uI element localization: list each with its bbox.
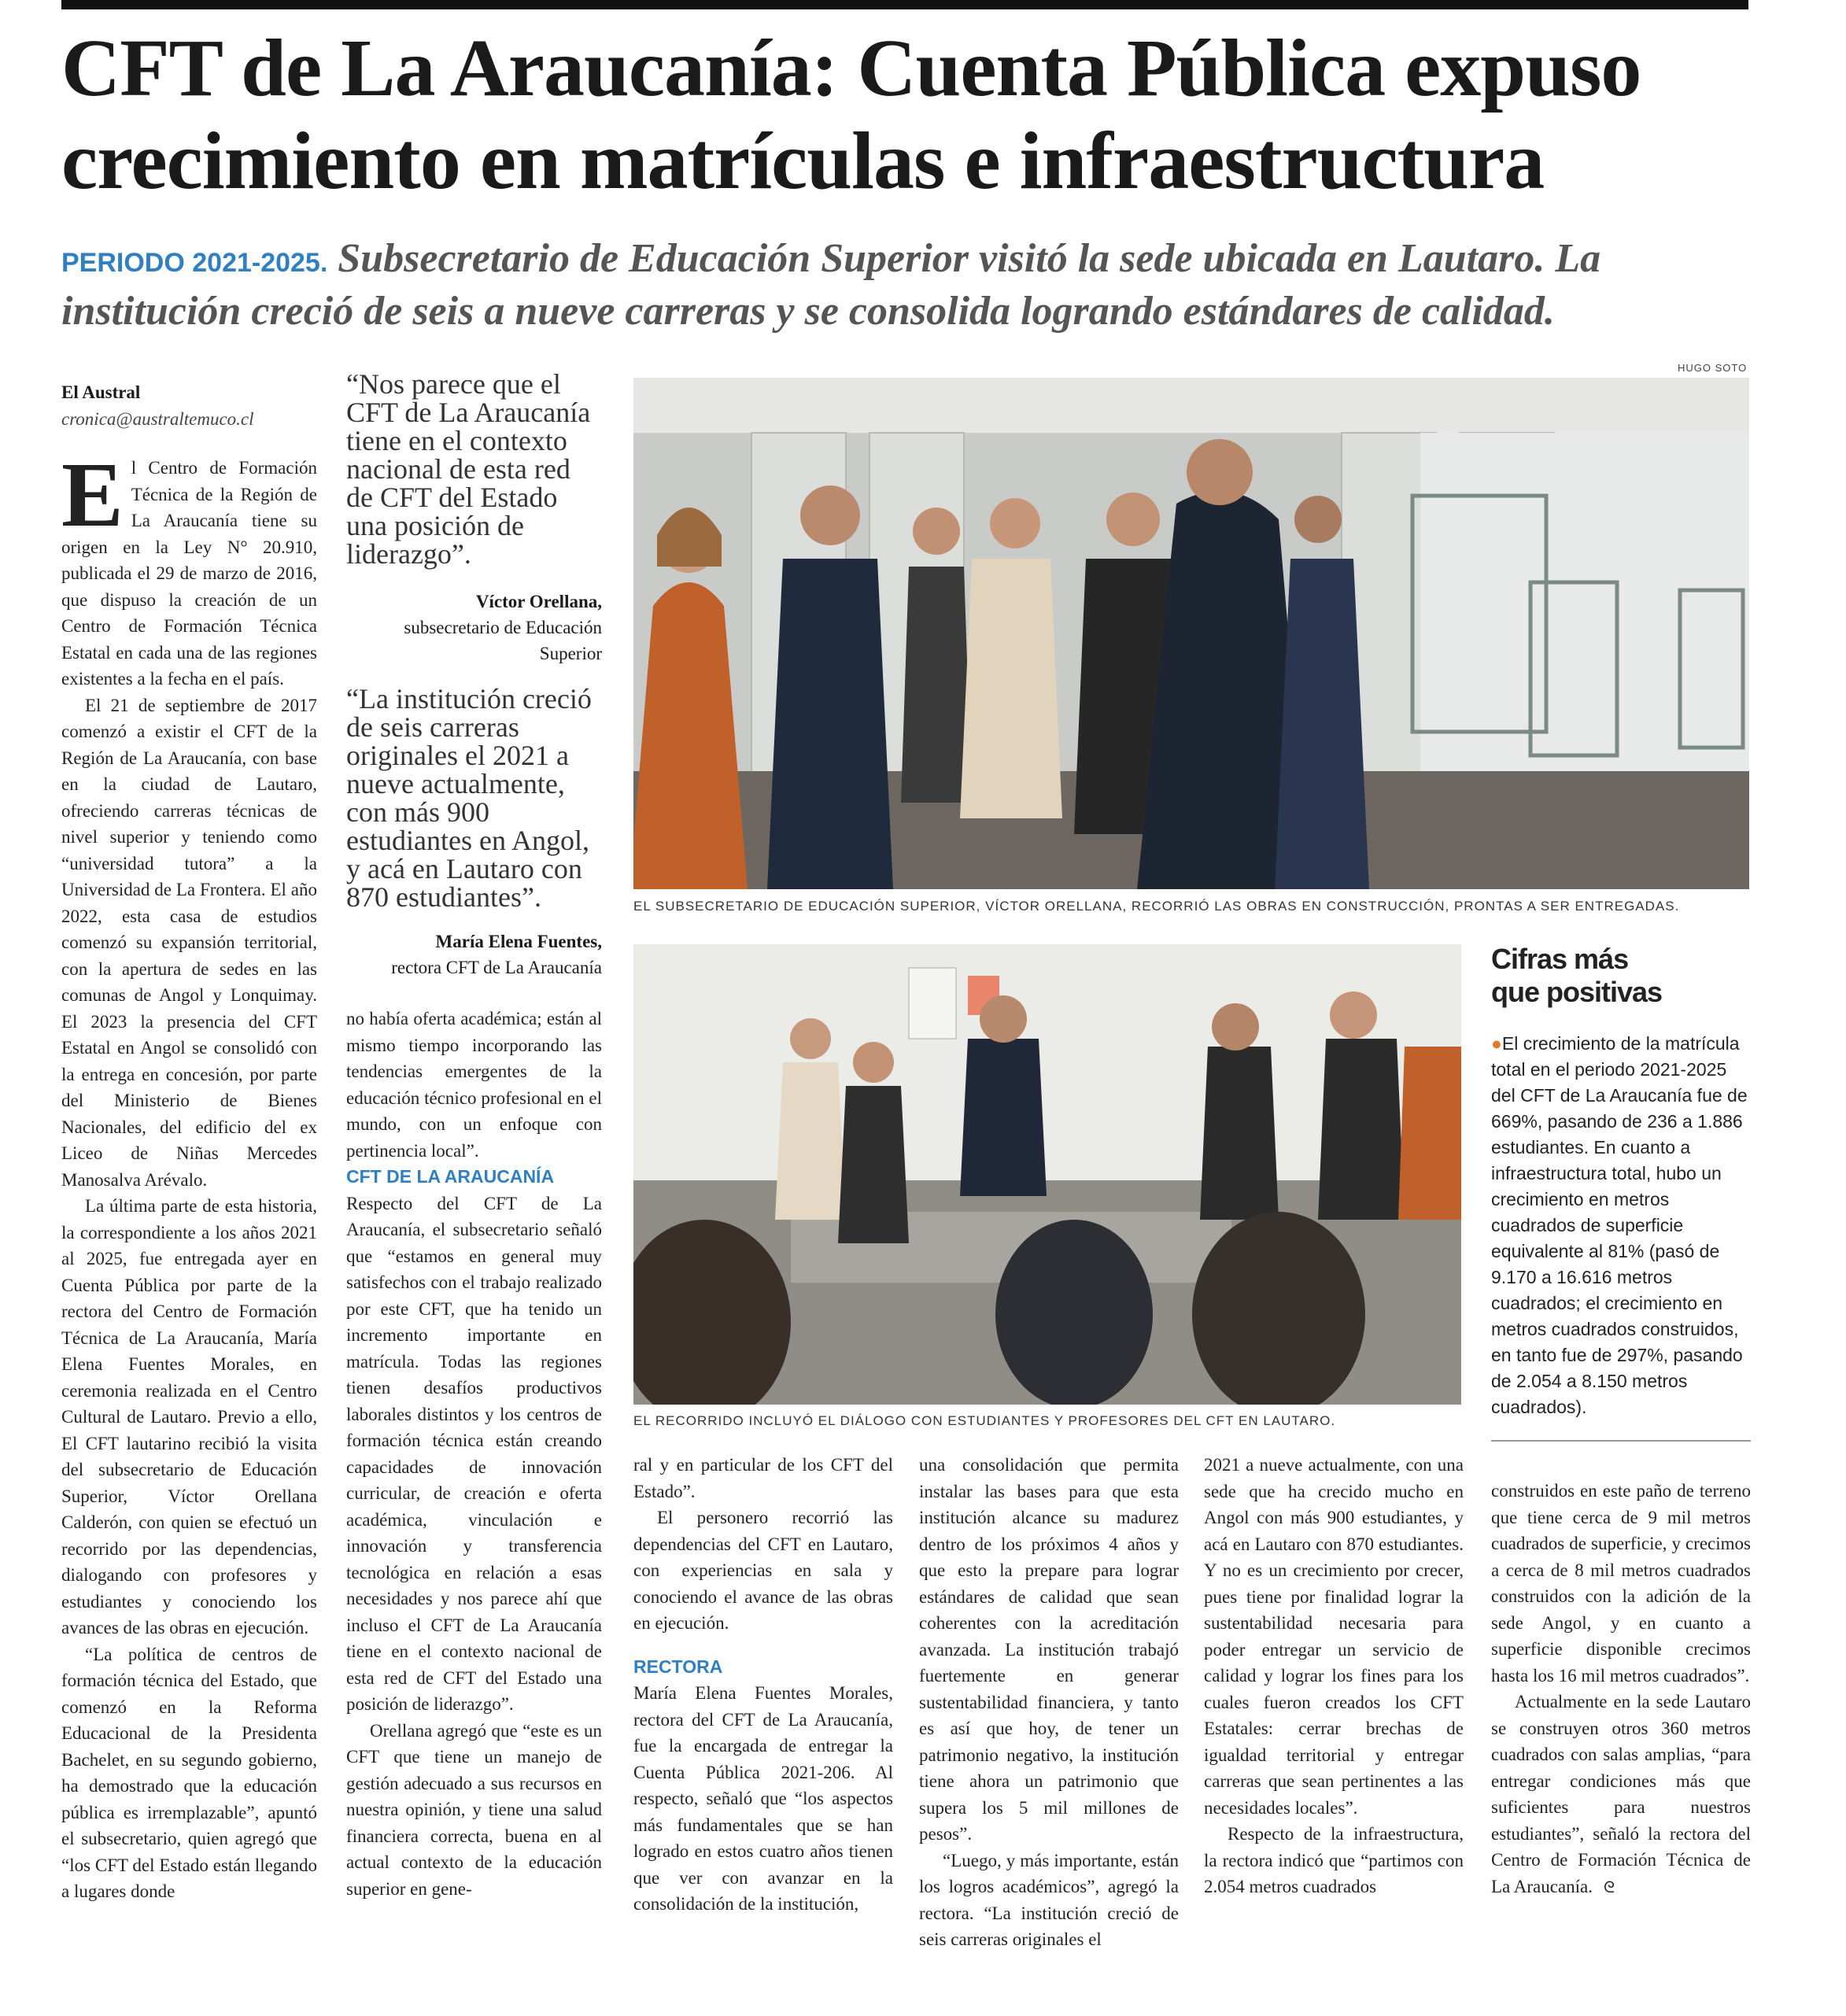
byline xyxy=(61,379,254,433)
article-column-1 xyxy=(61,443,317,1905)
paragraph: La última parte de esta historia, la correspondiente a los años 2021 al 2025, fue entregada ayer en Cuenta Pública por parte de la rectora del Centro de Formación Técnica de La Araucanía, María Elena Fuentes Morales, en ceremonia realizada en el Centro Cultural de Lautaro. Previo a ello, El CFT lautarino recibió la visita del subsecretario de Educación Superior, Víctor Orellana Calderón, con quien se efectuó un recorrido por las dependencias, dialogando con profesores y estudiantes y conociendo los avances de las obras en ejecución. xyxy=(61,1196,317,1638)
paragraph: no había oferta académica; están al mismo tiempo incorporando las tendencias emergentes de la educación técnico profesional en el mundo, con un enfoque con pertinencia local”. xyxy=(346,1009,602,1161)
pull-quote-2-attribution xyxy=(346,929,602,980)
paragraph: Actualmente en la sede Lautaro se construyen otros 360 metros cuadrados con salas amplias, “para entregar condiciones más que suficientes para nuestros estudiantes”, señaló la rectora del Centro de Formación Técnica de La Araucanía. ᘓ xyxy=(1491,1692,1751,1896)
photo-illustration xyxy=(633,378,1749,889)
article-column-2 xyxy=(346,1006,602,1902)
photo-1-caption: EL SUBSECRETARIO DE EDUCACIÓN SUPERIOR, VÍCTOR ORELLANA, RECORRIÓ LAS OBRAS EN CONSTRUCCIÓN, PRONTAS A SER ENTREGADAS. xyxy=(633,899,1680,914)
deck xyxy=(61,234,1761,336)
quote-author: Víctor Orellana, xyxy=(475,592,602,611)
quote-author-role: subsecretario de Educación Superior xyxy=(404,618,602,663)
paragraph: Orellana agregó que “este es un CFT que tiene un manejo de gestión adecuado a sus recursos en nuestra opinión, y tiene una salud financiera correcta, buena en al actual contexto de la educación superior en gene- xyxy=(346,1720,602,1899)
pull-quote-2: “La institución creció de seis carreras originales el 2021 a nueve actualmente, con más 900 estudiantes en Angol, y acá en Lautaro con 870 estudiantes”. xyxy=(346,683,592,913)
quote-author: María Elena Fuentes, xyxy=(435,932,602,951)
subhead-cft: CFT DE LA ARAUCANÍA xyxy=(346,1166,555,1187)
end-mark-icon: ᘓ xyxy=(1603,1878,1615,1896)
byline-email: cronica@australtemuco.cl xyxy=(61,409,254,429)
article-column-5 xyxy=(1204,1452,1464,1900)
article-column-4 xyxy=(919,1452,1179,1953)
deck-text: Subsecretario de Educación Superior visitó la sede ubicada en Lautaro. La institución creció de seis a nueve carreras y se consolida logrando estándares de calidad. xyxy=(61,236,1601,334)
bullet-icon: ● xyxy=(1491,1033,1502,1054)
photo-2-caption: EL RECORRIDO INCLUYÓ EL DIÁLOGO CON ESTUDIANTES Y PROFESORES DEL CFT EN LAUTARO. xyxy=(633,1413,1336,1428)
pull-quote-1-attribution xyxy=(346,589,602,666)
sidebar-title xyxy=(1491,943,1662,1009)
photo-illustration xyxy=(633,944,1461,1405)
paragraph: María Elena Fuentes Morales, rectora del CFT de La Araucanía, fue la encargada de entregar la Cuenta Pública 2021-206. Al respecto, señaló que “los aspectos más fundamentales que se han logrado en estos cuatro años tienen que ver con avanzar en la consolidación de la institución, xyxy=(633,1683,893,1914)
paragraph: “La política de centros de formación técnica del Estado, que comenzó en la Reforma Educacional de la Presidenta Bachelet, en su segundo gobierno, ha demostrado que la educación pública es irremplazable”, apuntó el subsecretario, quien agregó que “los CFT del Estado están llegando a lugares donde xyxy=(61,1644,317,1901)
paragraph: una consolidación que permita instalar las bases para que esta institución alcance su madurez dentro de los próximos 4 años y que esto la prepare para lograr estándares de calidad que sean coherentes con la acreditación avanzada. La institución trabajó fuertemente en generar sustentabilidad financiera, y tanto es así que hoy, de tener un patrimonio negativo, la institución tiene ahora un patrimonio que supera los 5 mil millones de pesos”. xyxy=(919,1455,1179,1844)
article-column-6 xyxy=(1491,1478,1751,1901)
paragraph: “Luego, y más importante, están los logros académicos”, agregó la rectora. “La institución creció de seis carreras originales el xyxy=(919,1850,1179,1949)
photo-credit: HUGO SOTO xyxy=(1678,362,1748,374)
sidebar-body: ●El crecimiento de la matrícula total en el periodo 2021-2025 del CFT de La Araucanía fue de 669%, pasando de 236 a 1.886 estudiantes. En cuanto a infraestructura total, hubo un crecimiento en metros cuadrados de superficie equivalente al 81% (pasó de 9.170 a 16.616 metros cuadrados; el crecimiento en metros cuadrados construidos, en tanto fue de 297%, pasando de 2.054 a 8.150 metros cuadrados). xyxy=(1491,1033,1748,1417)
paragraph: ral y en particular de los CFT del Estado”. xyxy=(633,1455,893,1501)
headline xyxy=(61,22,1761,208)
paragraph: Respecto de la infraestructura, la rectora indicó que “partimos con 2.054 metros cuadrados xyxy=(1204,1824,1464,1896)
paragraph: Respecto del CFT de La Araucanía, el subsecretario señaló que “estamos en general muy satisfechos con el trabajo realizado por este CFT, que ha tenido un incremento importante en matrícula. Todas las regiones tienen desafíos productivos laborales distintos y los centros de formación técnica están creando capacidades de innovación curricular, de creación e oferta académica, vinculación e innovación y transferencia tecnológica en relación a esas necesidades y nos parece ahí que incluso el CFT de La Araucanía tiene en el contexto nacional de esta red de CFT del Estado una posición de liderazgo”. xyxy=(346,1193,602,1714)
deck-kicker: PERIODO 2021-2025. xyxy=(61,248,328,278)
byline-name: El Austral xyxy=(61,382,141,402)
photo-classroom-dialogue xyxy=(633,944,1461,1405)
article-column-3 xyxy=(633,1452,893,1918)
paragraph: 2021 a nueve actualmente, con una sede que ha crecido mucho en Angol con más 900 estudiantes, y acá en Lautaro con 870 estudiantes. Y no es un crecimiento por crecer, pues tiene por finalidad lograr la sustentabilidad necesaria para poder entregar un servicio de calidad y lograr los fines para los cuales fueron creados los CFT Estatales: cerrar brechas de igualdad territorial y entregar carreras que sean pertinentes a las necesidades locales”. xyxy=(1204,1455,1464,1818)
headline-line-1: CFT de La Araucanía: Cuenta Pública expuso xyxy=(61,23,1641,113)
subhead-rectora: RECTORA xyxy=(633,1656,723,1677)
sidebar-divider xyxy=(1491,1440,1751,1442)
top-rule xyxy=(61,0,1748,9)
sidebar-title-line-1: Cifras más xyxy=(1491,943,1629,975)
pull-quote-1: “Nos parece que el CFT de La Araucanía tiene en el contexto nacional de esta red de CFT del Estado una posición de liderazgo”. xyxy=(346,368,591,570)
headline-line-2: crecimiento en matrículas e infraestructura xyxy=(61,116,1545,206)
paragraph: El 21 de septiembre de 2017 comenzó a existir el CFT de la Región de La Araucanía, con base en la ciudad de Lautaro, ofreciendo carreras técnicas de nivel superior y teniendo como “universidad tutora” a la Universidad de La Frontera. El año 2022, esta casa de estudios comenzó su expansión territorial, con la apertura de sedes en las comunas de Angol y Lonquimay. El 2023 la presencia del CFT Estatal en Angol se consolidó con la entrega en concesión, por parte del Ministerio de Bienes Nacionales, del edificio del ex Liceo de Niñas Mercedes Manosalva Arévalo. xyxy=(61,695,317,1190)
photo-officials-touring-construction xyxy=(633,378,1749,889)
quote-author-role: rectora CFT de La Araucanía xyxy=(391,958,602,977)
sidebar-title-line-2: que positivas xyxy=(1491,976,1663,1008)
paragraph: construidos en este paño de terreno que tiene cerca de 9 mil metros cuadrados de superficie, y crecimos a cerca de 8 mil metros cuadrados construidos con la adición de la sede Angol, y en cuanto a superficie disponible crecimos hasta los 16 mil metros cuadrados”. xyxy=(1491,1481,1751,1686)
drop-cap: E xyxy=(61,443,124,546)
paragraph: El Centro de Formación Técnica de la Región de La Araucanía tiene su origen en la Ley N° 20.910, publicada el 29 de marzo de 2016, que dispuso la creación de un Centro de Formación Técnica Estatal en cada una de las regiones existentes a la fecha en el país. xyxy=(61,443,317,689)
paragraph: El personero recorrió las dependencias del CFT en Lautaro, con experiencias en sala y conociendo el avance de las obras en ejecución. xyxy=(633,1508,893,1633)
